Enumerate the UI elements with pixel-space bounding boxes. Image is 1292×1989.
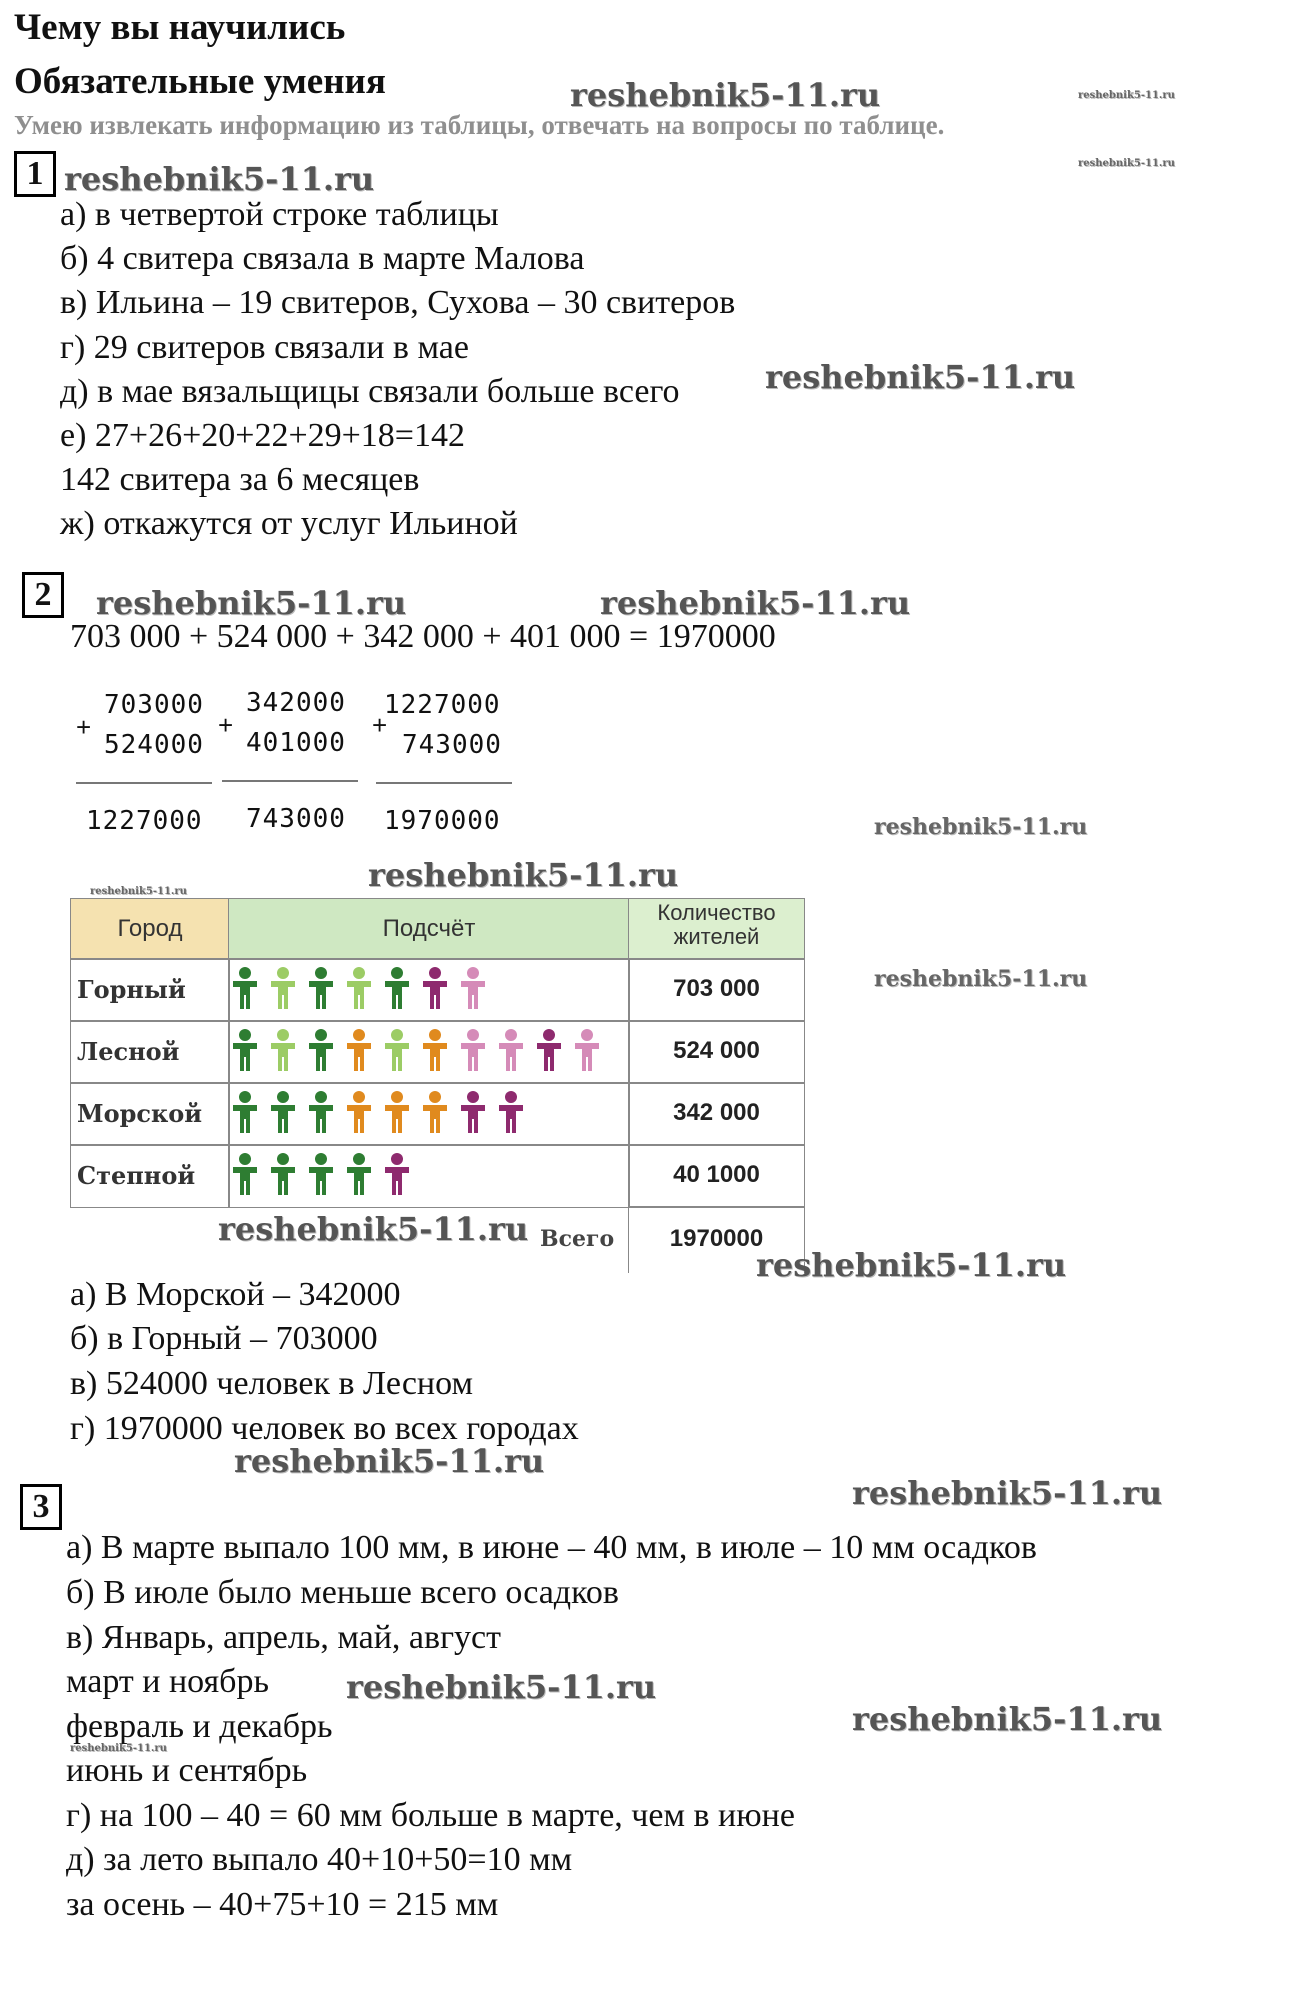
city-name: Морской — [77, 1099, 203, 1128]
city-name: Степной — [77, 1161, 196, 1190]
person-figure-icon — [309, 967, 333, 1009]
answer-line: б) В июле было меньше всего осадков — [66, 1574, 619, 1611]
person-figure-icon — [271, 1091, 295, 1133]
addend: 524000 — [104, 730, 204, 760]
sum-result: 1227000 — [86, 806, 203, 836]
answer-line: д) за лето выпало 40+10+50=10 мм — [66, 1841, 573, 1878]
watermark: reshebnik5-11.ru — [756, 1246, 1067, 1284]
skill-description: Умею извлекать информацию из таблицы, отвечать на вопросы по таблице. — [14, 110, 945, 140]
watermark: reshebnik5-11.ru — [765, 358, 1076, 396]
sum-result: 1970000 — [384, 806, 501, 836]
answer-line: г) 1970000 человек во всех городах — [70, 1410, 579, 1447]
watermark: reshebnik5-11.ru — [852, 1474, 1163, 1512]
total-label: Всего — [540, 1226, 615, 1252]
table-header-population: Количество жителей — [628, 898, 805, 960]
watermark: reshebnik5-11.ru — [874, 814, 1088, 840]
watermark: reshebnik5-11.ru — [600, 584, 911, 622]
task-number-2: 2 — [22, 572, 64, 618]
pictogram-row — [229, 959, 627, 1019]
watermark: reshebnik5-11.ru — [90, 886, 187, 897]
watermark: reshebnik5-11.ru — [70, 1743, 167, 1754]
pictogram-row — [229, 1021, 627, 1081]
task-number-1: 1 — [14, 151, 56, 197]
person-figure-icon — [575, 1029, 599, 1071]
answer-line: б) 4 свитера связала в марте Малова — [60, 240, 585, 277]
watermark: reshebnik5-11.ru — [218, 1210, 529, 1248]
table-header-count: Подсчёт — [228, 898, 630, 960]
person-figure-icon — [271, 967, 295, 1009]
watermark: reshebnik5-11.ru — [64, 160, 375, 198]
plus-sign: + — [218, 710, 234, 740]
person-figure-icon — [233, 1029, 257, 1071]
sum-line — [222, 780, 358, 782]
person-figure-icon — [347, 1091, 371, 1133]
person-figure-icon — [385, 967, 409, 1009]
answer-line: март и ноябрь — [66, 1663, 269, 1700]
population-value: 703 000 — [673, 975, 760, 1002]
answer-line: ж) откажутся от услуг Ильиной — [60, 505, 518, 542]
person-figure-icon — [309, 1153, 333, 1195]
answer-line: в) Январь, апрель, май, август — [66, 1619, 501, 1656]
addend: 1227000 — [384, 690, 501, 720]
population-value: 40 1000 — [673, 1161, 760, 1188]
watermark: reshebnik5-11.ru — [874, 966, 1088, 992]
answer-line: 142 свитера за 6 месяцев — [60, 461, 420, 498]
person-figure-icon — [385, 1091, 409, 1133]
total-value: 1970000 — [669, 1225, 764, 1252]
watermark: reshebnik5-11.ru — [1078, 158, 1175, 169]
person-figure-icon — [385, 1029, 409, 1071]
person-figure-icon — [385, 1153, 409, 1195]
person-figure-icon — [271, 1029, 295, 1071]
person-figure-icon — [347, 967, 371, 1009]
person-figure-icon — [423, 1029, 447, 1071]
watermark: reshebnik5-11.ru — [570, 76, 881, 114]
sum-equation: 703 000 + 524 000 + 342 000 + 401 000 = 1970000 — [70, 618, 776, 655]
addend: 342000 — [246, 688, 346, 718]
person-figure-icon — [461, 1091, 485, 1133]
sum-line — [376, 782, 512, 784]
person-figure-icon — [233, 967, 257, 1009]
addend: 703000 — [104, 690, 204, 720]
person-figure-icon — [499, 1029, 523, 1071]
watermark: reshebnik5-11.ru — [852, 1700, 1163, 1738]
task-number-3: 3 — [20, 1484, 62, 1530]
person-figure-icon — [309, 1029, 333, 1071]
person-figure-icon — [499, 1091, 523, 1133]
answer-line: июнь и сентябрь — [66, 1752, 308, 1789]
answer-line: е) 27+26+20+22+29+18=142 — [60, 417, 465, 454]
person-figure-icon — [537, 1029, 561, 1071]
watermark: reshebnik5-11.ru — [234, 1442, 545, 1480]
watermark: reshebnik5-11.ru — [1078, 90, 1175, 101]
answer-line: а) в четвертой строке таблицы — [60, 196, 499, 233]
answer-line: в) 524000 человек в Лесном — [70, 1365, 473, 1402]
answer-line: а) В Морской – 342000 — [70, 1276, 401, 1313]
pictogram-row — [229, 1145, 627, 1205]
answer-line: а) В марте выпало 100 мм, в июне – 40 мм, в июле – 10 мм осадков — [66, 1529, 1037, 1566]
person-figure-icon — [271, 1153, 295, 1195]
table-header-city: Город — [70, 898, 230, 960]
answer-line: г) на 100 – 40 = 60 мм больше в марте, чем в июне — [66, 1797, 795, 1834]
person-figure-icon — [423, 967, 447, 1009]
watermark: reshebnik5-11.ru — [368, 856, 679, 894]
section-title: Обязательные умения — [14, 61, 386, 102]
person-figure-icon — [309, 1091, 333, 1133]
person-figure-icon — [347, 1153, 371, 1195]
page-title: Чему вы научились — [14, 7, 346, 48]
sum-line — [76, 782, 212, 784]
answer-line: февраль и декабрь — [66, 1708, 333, 1745]
answer-line: в) Ильина – 19 свитеров, Сухова – 30 свитеров — [60, 284, 736, 321]
sum-result: 743000 — [246, 804, 346, 834]
answer-line: за осень – 40+75+10 = 215 мм — [66, 1886, 499, 1923]
addend: 401000 — [246, 728, 346, 758]
addend: 743000 — [402, 730, 502, 760]
person-figure-icon — [233, 1153, 257, 1195]
person-figure-icon — [233, 1091, 257, 1133]
pictogram-row — [229, 1083, 627, 1143]
population-value: 342 000 — [673, 1099, 760, 1126]
city-name: Лесной — [77, 1037, 180, 1066]
watermark: reshebnik5-11.ru — [346, 1668, 657, 1706]
answer-line: д) в мае вязальщицы связали больше всего — [60, 373, 680, 410]
plus-sign: + — [372, 710, 388, 740]
person-figure-icon — [347, 1029, 371, 1071]
plus-sign: + — [76, 712, 92, 742]
population-value: 524 000 — [673, 1037, 760, 1064]
person-figure-icon — [461, 1029, 485, 1071]
answer-line: г) 29 свитеров связали в мае — [60, 329, 469, 366]
watermark: reshebnik5-11.ru — [96, 584, 407, 622]
answer-line: б) в Горный – 703000 — [70, 1320, 378, 1357]
city-name: Горный — [77, 975, 186, 1004]
person-figure-icon — [423, 1091, 447, 1133]
person-figure-icon — [461, 967, 485, 1009]
